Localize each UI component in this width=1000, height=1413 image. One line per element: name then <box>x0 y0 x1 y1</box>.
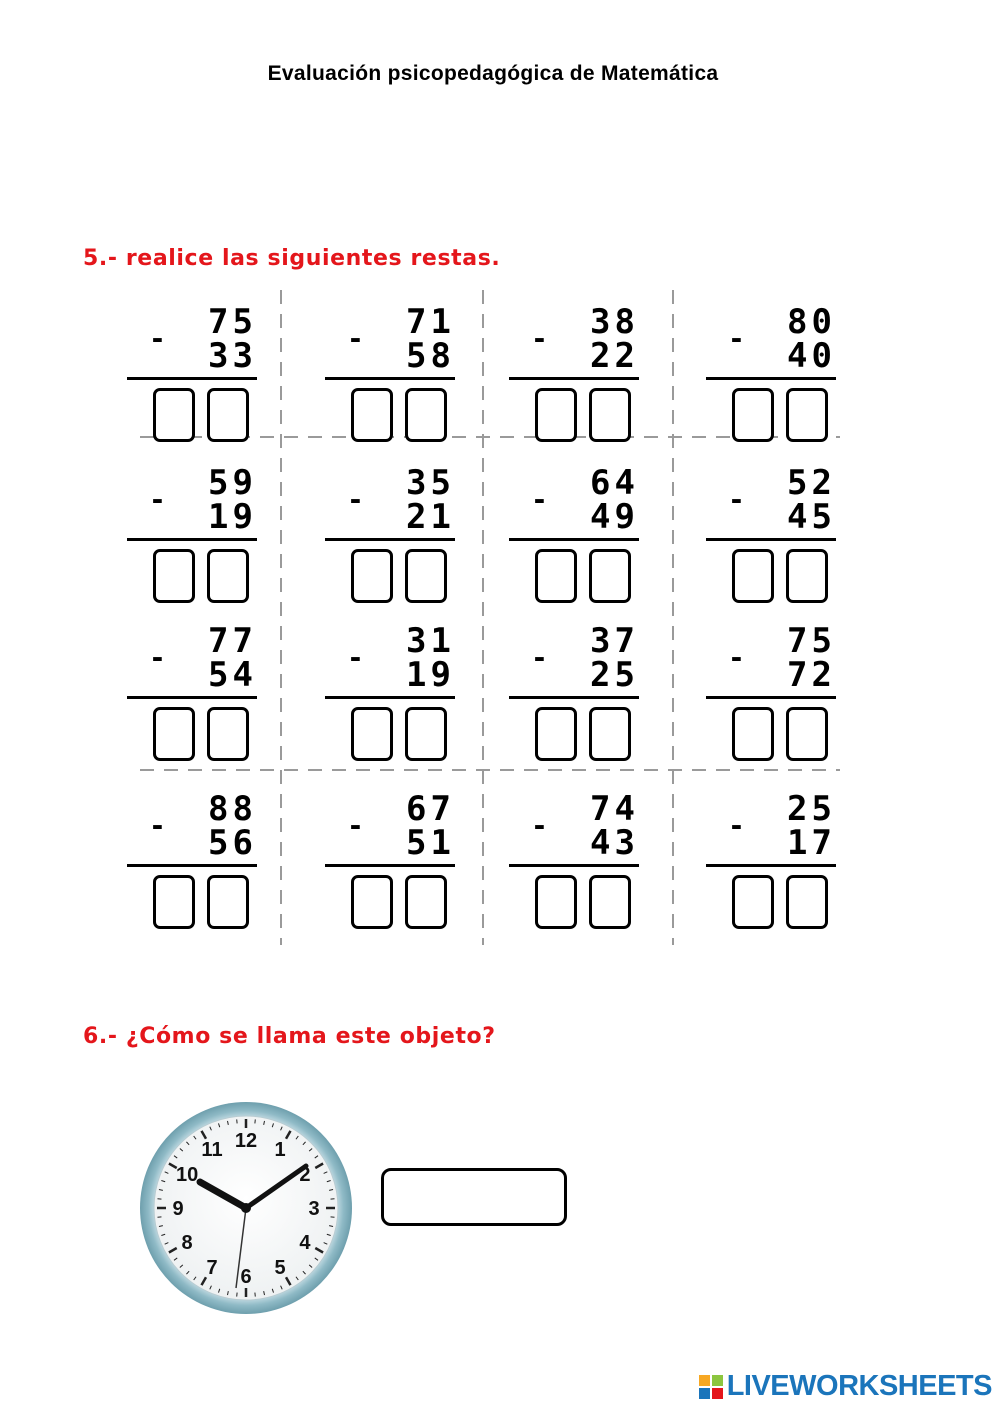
clock-numeral: 5 <box>274 1256 286 1279</box>
subtrahend: 45 <box>787 497 836 537</box>
clock-numeral: 11 <box>201 1139 223 1162</box>
subtraction-problem <box>325 302 465 465</box>
minus-sign: - <box>347 641 364 674</box>
minuend: 52 <box>787 463 836 503</box>
clock-numeral: 8 <box>181 1232 193 1254</box>
minus-sign: - <box>347 483 364 516</box>
answer-tens-box[interactable] <box>351 549 393 603</box>
clock-numeral: 10 <box>175 1164 199 1186</box>
answer-units-box[interactable] <box>405 875 447 929</box>
subtraction-problem <box>706 621 846 784</box>
answer-units-box[interactable] <box>786 388 828 442</box>
subtrahend: 25 <box>590 655 639 695</box>
answer-units-box[interactable] <box>589 388 631 442</box>
minuend: 64 <box>590 463 639 503</box>
minus-sign: - <box>149 641 166 674</box>
result-line <box>509 864 639 867</box>
answer-tens-box[interactable] <box>732 707 774 761</box>
clock-center-cap <box>241 1203 251 1213</box>
brand-name: LIVEWORKSHEETS <box>726 1370 992 1402</box>
answer-tens-box[interactable] <box>153 875 195 929</box>
answer-units-box[interactable] <box>589 549 631 603</box>
page-title: Evaluación psicopedagógica de Matemática <box>267 62 719 85</box>
brand-footer <box>699 1370 992 1403</box>
minus-sign: - <box>149 809 166 842</box>
clock-numeral: 12 <box>234 1130 258 1152</box>
answer-tens-box[interactable] <box>153 707 195 761</box>
subtraction-problem <box>325 621 465 784</box>
answer-tens-box[interactable] <box>153 549 195 603</box>
subtrahend: 43 <box>590 823 639 863</box>
subtraction-problem <box>706 302 846 465</box>
answer-tens-box[interactable] <box>351 707 393 761</box>
result-line <box>706 377 836 380</box>
answer-units-box[interactable] <box>786 707 828 761</box>
result-line <box>706 696 836 699</box>
result-line <box>127 377 257 380</box>
answer-units-box[interactable] <box>589 875 631 929</box>
subtrahend: 21 <box>406 497 455 537</box>
answer-tens-box[interactable] <box>535 707 577 761</box>
subtrahend: 17 <box>787 823 836 863</box>
result-line <box>509 377 639 380</box>
subtraction-problem <box>706 789 846 952</box>
answer-units-box[interactable] <box>786 549 828 603</box>
subtrahend: 49 <box>590 497 639 537</box>
clock-numeral: 7 <box>206 1256 218 1279</box>
minus-sign: - <box>149 483 166 516</box>
subtraction-problem <box>127 463 267 626</box>
result-line <box>127 538 257 541</box>
minuend: 35 <box>406 463 455 503</box>
subtraction-problem <box>127 302 267 465</box>
answer-tens-box[interactable] <box>535 875 577 929</box>
subtrahend: 33 <box>208 336 257 376</box>
minus-sign: - <box>149 322 166 355</box>
result-line <box>706 538 836 541</box>
answer-tens-box[interactable] <box>732 875 774 929</box>
subtraction-problem <box>127 789 267 952</box>
subtrahend: 40 <box>787 336 836 376</box>
minuend: 71 <box>406 302 455 342</box>
answer-tens-box[interactable] <box>732 549 774 603</box>
result-line <box>127 696 257 699</box>
subtraction-problem <box>509 789 649 952</box>
minus-sign: - <box>728 483 745 516</box>
minuend: 31 <box>406 621 455 661</box>
result-line <box>325 377 455 380</box>
clock-numeral: 2 <box>299 1164 311 1186</box>
answer-units-box[interactable] <box>405 549 447 603</box>
minuend: 75 <box>208 302 257 342</box>
minus-sign: - <box>531 483 548 516</box>
result-line <box>325 538 455 541</box>
result-line <box>325 864 455 867</box>
question-6-label: 6.- ¿Cómo se llama este objeto? <box>83 1024 496 1049</box>
minuend: 77 <box>208 621 257 661</box>
clock-numeral: 6 <box>240 1266 252 1288</box>
answer-units-box[interactable] <box>207 707 249 761</box>
minuend: 75 <box>787 621 836 661</box>
result-line <box>706 864 836 867</box>
clock-image <box>138 1100 354 1316</box>
minus-sign: - <box>728 641 745 674</box>
subtrahend: 54 <box>208 655 257 695</box>
minuend: 88 <box>208 789 257 829</box>
subtraction-problem <box>127 621 267 784</box>
answer-units-box[interactable] <box>405 388 447 442</box>
minus-sign: - <box>531 322 548 355</box>
result-line <box>127 864 257 867</box>
minuend: 80 <box>787 302 836 342</box>
answer-units-box[interactable] <box>207 875 249 929</box>
minuend: 74 <box>590 789 639 829</box>
minuend: 25 <box>787 789 836 829</box>
answer-tens-box[interactable] <box>535 388 577 442</box>
subtrahend: 58 <box>406 336 455 376</box>
subtraction-problem <box>509 302 649 465</box>
answer-tens-box[interactable] <box>153 388 195 442</box>
subtraction-problem <box>509 621 649 784</box>
minuend: 38 <box>590 302 639 342</box>
answer-units-box[interactable] <box>589 707 631 761</box>
minus-sign: - <box>531 641 548 674</box>
clock-numeral: 3 <box>308 1198 320 1220</box>
minus-sign: - <box>347 809 364 842</box>
minus-sign: - <box>347 322 364 355</box>
clock-numeral: 9 <box>172 1198 184 1220</box>
answer-tens-box[interactable] <box>351 388 393 442</box>
subtrahend: 51 <box>406 823 455 863</box>
subtrahend: 19 <box>406 655 455 695</box>
answer-tens-box[interactable] <box>535 549 577 603</box>
minus-sign: - <box>728 809 745 842</box>
minus-sign: - <box>728 322 745 355</box>
subtrahend: 56 <box>208 823 257 863</box>
minuend: 37 <box>590 621 639 661</box>
answer-input-box[interactable] <box>381 1168 567 1226</box>
result-line <box>509 538 639 541</box>
answer-tens-box[interactable] <box>732 388 774 442</box>
subtrahend: 19 <box>208 497 257 537</box>
minus-sign: - <box>531 809 548 842</box>
subtrahend: 22 <box>590 336 639 376</box>
answer-units-box[interactable] <box>207 549 249 603</box>
subtraction-problem <box>509 463 649 626</box>
question-5-label: 5.- realice las siguientes restas. <box>83 246 501 271</box>
subtraction-problem <box>706 463 846 626</box>
subtrahend: 72 <box>787 655 836 695</box>
clock-numeral: 4 <box>299 1232 311 1254</box>
subtraction-problem <box>325 789 465 952</box>
subtraction-problem <box>325 463 465 626</box>
liveworksheets-logo-icon <box>699 1375 723 1399</box>
answer-units-box[interactable] <box>786 875 828 929</box>
answer-tens-box[interactable] <box>351 875 393 929</box>
minuend: 59 <box>208 463 257 503</box>
answer-units-box[interactable] <box>207 388 249 442</box>
minuend: 67 <box>406 789 455 829</box>
result-line <box>325 696 455 699</box>
clock-numeral: 1 <box>274 1139 286 1162</box>
result-line <box>509 696 639 699</box>
answer-units-box[interactable] <box>405 707 447 761</box>
